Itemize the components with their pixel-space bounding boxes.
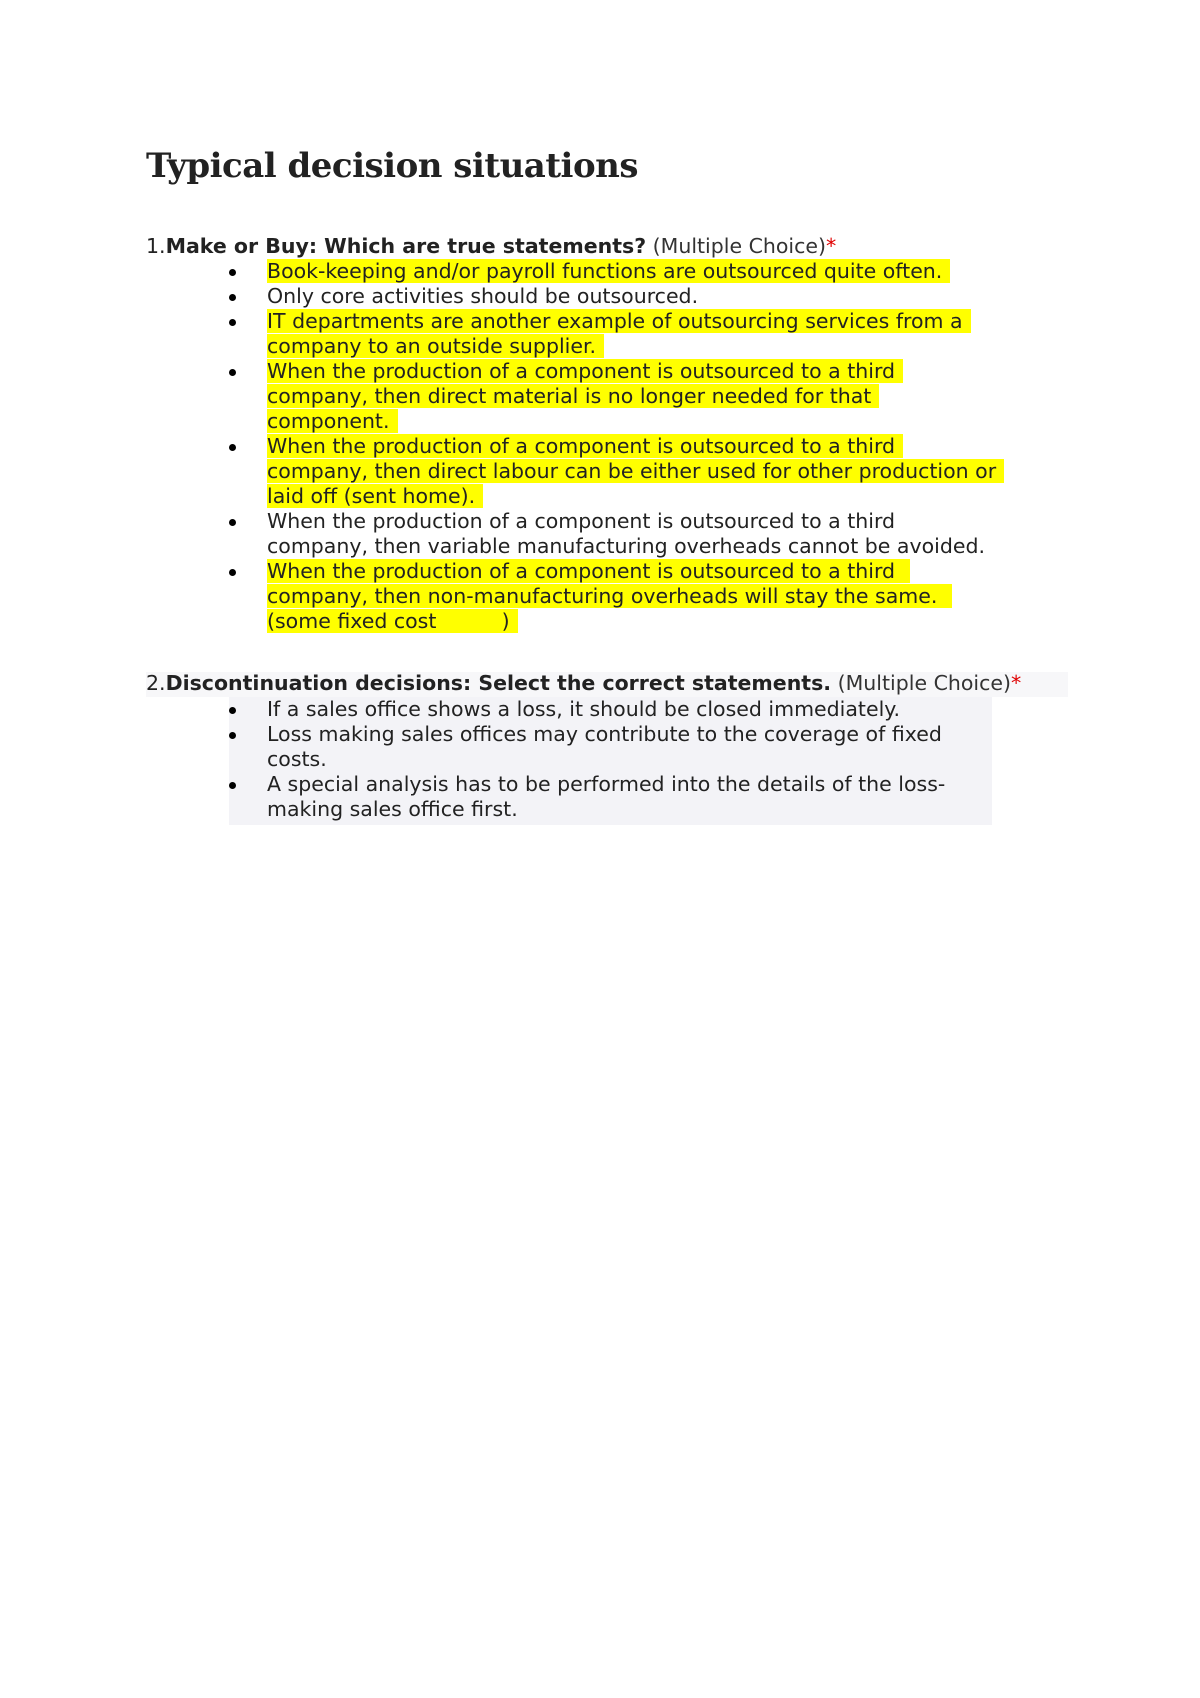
- answer-option[interactable]: [229, 509, 999, 559]
- bullet-icon: [229, 319, 236, 326]
- required-marker: *: [1011, 671, 1022, 695]
- answer-option[interactable]: [229, 697, 999, 722]
- question-type: (Multiple Choice): [652, 234, 827, 258]
- answer-option[interactable]: [229, 309, 999, 359]
- option-text: Book-keeping and/or payroll functions are outsourced quite often.: [267, 259, 950, 283]
- option-text: When the production of a component is outsourced to a third company, then direct material is no longer needed for that component.: [267, 359, 903, 433]
- required-marker: *: [826, 234, 837, 258]
- option-text: When the production of a component is outsourced to a third company, then variable manufacturing overheads cannot be avoided.: [267, 509, 986, 558]
- question-text: Make or Buy: Which are true statements?: [165, 234, 647, 258]
- answer-option[interactable]: [229, 284, 999, 309]
- question-text: Discontinuation decisions: Select the correct statements.: [165, 671, 832, 695]
- option-text: When the production of a component is outsourced to a third company, then direct labour can be either used for other production or laid off (sent home).: [267, 434, 1004, 508]
- answer-option[interactable]: [229, 722, 999, 772]
- question-1-heading: [146, 234, 836, 259]
- answer-option[interactable]: [229, 772, 999, 822]
- bullet-icon: [229, 519, 236, 526]
- option-text: A special analysis has to be performed into the details of the loss-making sales office first.: [267, 772, 946, 821]
- bullet-icon: [229, 294, 236, 301]
- bullet-icon: [229, 269, 236, 276]
- bullet-icon: [229, 782, 236, 789]
- question-2-options: [229, 697, 999, 822]
- answer-option[interactable]: [229, 359, 999, 434]
- option-text: When the production of a component is outsourced to a third company, then non-manufacturing overheads will stay the same. (some fixed cost ): [267, 559, 952, 633]
- option-text: Only core activities should be outsourced.: [267, 284, 699, 308]
- question-1-options: [229, 259, 999, 634]
- bullet-icon: [229, 569, 236, 576]
- option-text: IT departments are another example of outsourcing services from a company to an outside supplier.: [267, 309, 971, 358]
- answer-option[interactable]: [229, 434, 999, 509]
- bullet-icon: [229, 707, 236, 714]
- question-number: 2.: [146, 671, 166, 695]
- document-title: Typical decision situations: [146, 146, 638, 186]
- bullet-icon: [229, 732, 236, 739]
- answer-option[interactable]: [229, 259, 999, 284]
- answer-option[interactable]: [229, 559, 999, 634]
- bullet-icon: [229, 444, 236, 451]
- option-text: If a sales office shows a loss, it should be closed immediately.: [267, 697, 900, 721]
- question-2-heading: [146, 671, 1021, 696]
- question-type: (Multiple Choice): [837, 671, 1011, 695]
- option-text: Loss making sales offices may contribute to the coverage of fixed costs.: [267, 722, 942, 771]
- bullet-icon: [229, 369, 236, 376]
- question-number: 1.: [146, 234, 166, 258]
